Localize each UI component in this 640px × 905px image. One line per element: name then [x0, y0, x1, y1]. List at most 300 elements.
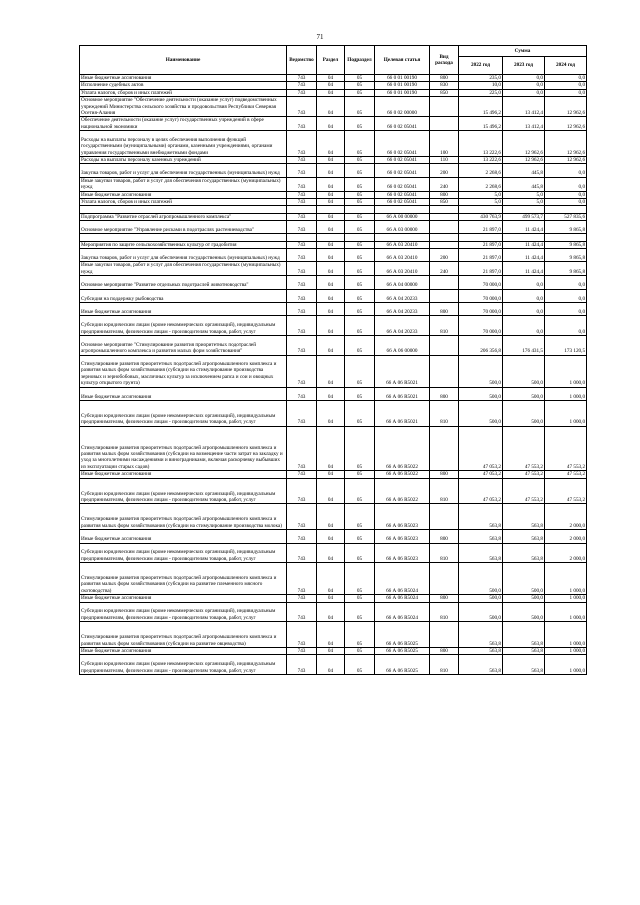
cell-name: Стимулирование развития приоритетных подотраслей агропромышленного комплекса и развития малых форм хозяйствования (субсидии на стимулирование производства зерновых и зернобобовых, масличных культур за исключением рапса и сои и овощных культур открытого грунта) [80, 355, 287, 387]
cell-2024: 1 000,0 [545, 602, 587, 622]
cell-2023: 563,8 [503, 622, 545, 648]
table-row [80, 164, 587, 177]
cell-section: 04 [317, 89, 345, 96]
cell-section: 04 [317, 602, 345, 622]
cell-section: 04 [317, 289, 345, 302]
cell-2024 [545, 206, 587, 213]
cell-2022: 70 000,0 [459, 276, 503, 289]
cell-target: 66 А 04 20233 [375, 303, 430, 316]
cell-2024: 47 553,2 [545, 471, 587, 478]
cell-2023: 0,0 [503, 303, 545, 316]
cell-section: 04 [317, 97, 345, 117]
table-row [80, 82, 587, 89]
cell-subsection: 05 [345, 241, 375, 248]
cell-subsection [345, 234, 375, 241]
cell-section: 04 [317, 655, 345, 675]
cell-ministry: 743 [287, 164, 317, 177]
cell-name: Субсидии юридическим лицам (кроме некоммерческих организаций), индивидуальным предпринимателям, физическим лицам - производителям товаров, работ, услуг [80, 401, 287, 427]
cell-subsection: 05 [345, 426, 375, 470]
cell-expense: 800 [430, 471, 459, 478]
cell-target: 66 А 06 R5024 [375, 563, 430, 595]
cell-2023: 500,0 [503, 401, 545, 427]
cell-target: 66 А 06 R5021 [375, 401, 430, 427]
table-row [80, 530, 587, 543]
cell-name: Подпрограмма "Развитие отраслей агропромышленного комплекса" [80, 213, 287, 220]
cell-subsection: 05 [345, 316, 375, 336]
cell-section: 04 [317, 221, 345, 234]
cell-2023: 5,0 [503, 191, 545, 198]
cell-subsection: 05 [345, 75, 375, 82]
cell-section: 04 [317, 117, 345, 131]
cell-ministry: 743 [287, 213, 317, 220]
cell-ministry: 743 [287, 97, 317, 117]
table-row [80, 401, 587, 427]
cell-2024: 527 835,6 [545, 213, 587, 220]
cell-2022: 47 053,2 [459, 471, 503, 478]
cell-2022: 15 496,2 [459, 97, 503, 117]
cell-ministry: 743 [287, 655, 317, 675]
cell-2022: 235,0 [459, 75, 503, 82]
cell-2022: 225,0 [459, 89, 503, 96]
cell-2023: 12 962,6 [503, 131, 545, 157]
cell-2024: 2 000,0 [545, 504, 587, 530]
cell-ministry: 743 [287, 177, 317, 191]
cell-section [317, 234, 345, 241]
cell-2023: 563,8 [503, 543, 545, 563]
cell-2023: 5,0 [503, 199, 545, 206]
cell-ministry: 743 [287, 191, 317, 198]
cell-ministry: 743 [287, 602, 317, 622]
cell-name: Основное мероприятие "Развитие отдельных подотраслей животноводства" [80, 276, 287, 289]
cell-name: Уплата налогов, сборов и иных платежей [80, 89, 287, 96]
cell-subsection: 05 [345, 164, 375, 177]
cell-subsection: 05 [345, 647, 375, 654]
cell-target: 66 А 04 00000 [375, 276, 430, 289]
cell-target: 66 А 06 R5021 [375, 387, 430, 400]
cell-2024: 12 962,6 [545, 157, 587, 164]
cell-expense [430, 234, 459, 241]
cell-name: Иные бюджетные ассигнования [80, 530, 287, 543]
cell-target: 66 А 06 R5022 [375, 426, 430, 470]
cell-ministry: 743 [287, 131, 317, 157]
cell-2022: 500,0 [459, 602, 503, 622]
cell-name: Стимулирование развития приоритетных подотраслей агропромышленного комплекса и развития малых форм хозяйствования (субсидии на развитие племенного мясного скотоводства) [80, 563, 287, 595]
cell-2024: 1 000,0 [545, 622, 587, 648]
cell-ministry: 743 [287, 89, 317, 96]
cell-2023: 563,8 [503, 655, 545, 675]
cell-name: Стимулирование развития приоритетных подотраслей агропромышленного комплекса и развития малых форм хозяйствования (субсидии на возмещение части затрат на закладку и уход за многолетними насаждениями и виноградниками, включая раскорчевку выбывших из эксплуатации старых садов) [80, 426, 287, 470]
cell-2022: 13 222,6 [459, 157, 503, 164]
cell-2024: 0,0 [545, 316, 587, 336]
table-row [80, 276, 587, 289]
cell-name: Закупка товаров, работ и услуг для обеспечения государственных (муниципальных) нужд [80, 249, 287, 262]
cell-subsection: 05 [345, 221, 375, 234]
cell-expense: 850 [430, 89, 459, 96]
cell-2022: 500,0 [459, 563, 503, 595]
cell-2022: 47 053,2 [459, 478, 503, 504]
table-row [80, 177, 587, 191]
cell-section: 04 [317, 471, 345, 478]
cell-ministry: 743 [287, 530, 317, 543]
cell-2022: 5,0 [459, 191, 503, 198]
cell-2022: 70 000,0 [459, 303, 503, 316]
cell-2023: 11 424,4 [503, 249, 545, 262]
cell-ministry: 743 [287, 303, 317, 316]
cell-ministry: 743 [287, 426, 317, 470]
cell-subsection: 05 [345, 249, 375, 262]
cell-ministry: 743 [287, 241, 317, 248]
cell-name: Расходы на выплаты персоналу казенных учреждений [80, 157, 287, 164]
cell-section: 04 [317, 622, 345, 648]
cell-2024: 0,0 [545, 303, 587, 316]
header-2024: 2024 год [545, 57, 587, 75]
cell-2023: 499 573,7 [503, 213, 545, 220]
table-row [80, 213, 587, 220]
cell-expense: 810 [430, 602, 459, 622]
cell-ministry: 743 [287, 595, 317, 602]
cell-2024: 173 120,5 [545, 336, 587, 356]
cell-subsection: 05 [345, 131, 375, 157]
cell-2022: 21 897,0 [459, 262, 503, 276]
cell-expense [430, 117, 459, 131]
cell-ministry: 743 [287, 563, 317, 595]
cell-subsection: 05 [345, 336, 375, 356]
cell-section: 04 [317, 303, 345, 316]
table-row [80, 336, 587, 356]
cell-ministry: 743 [287, 336, 317, 356]
cell-section: 04 [317, 401, 345, 427]
cell-expense [430, 206, 459, 213]
cell-ministry: 743 [287, 276, 317, 289]
cell-expense [430, 563, 459, 595]
cell-target: 66 А 06 R5022 [375, 478, 430, 504]
cell-section: 04 [317, 262, 345, 276]
cell-ministry: 743 [287, 355, 317, 387]
cell-expense: 200 [430, 249, 459, 262]
cell-section: 04 [317, 157, 345, 164]
cell-ministry: 743 [287, 157, 317, 164]
cell-target: 66 0 01 00190 [375, 75, 430, 82]
cell-target: 66 0 02 05041 [375, 157, 430, 164]
cell-2022: 21 897,0 [459, 249, 503, 262]
cell-expense: 240 [430, 177, 459, 191]
cell-2023: 47 553,2 [503, 478, 545, 504]
cell-expense: 850 [430, 199, 459, 206]
cell-target: 66 А 06 R5024 [375, 602, 430, 622]
cell-subsection: 05 [345, 543, 375, 563]
cell-target: 66 0 02 00000 [375, 97, 430, 117]
table-row [80, 543, 587, 563]
cell-target [375, 206, 430, 213]
header-expense: Вид расхода [430, 46, 459, 75]
cell-2022: 15 496,2 [459, 117, 503, 131]
cell-2022: 70 000,0 [459, 289, 503, 302]
table-row [80, 157, 587, 164]
header-ministry: Ведомство [287, 46, 317, 75]
cell-2023: 563,8 [503, 530, 545, 543]
cell-2024: 0,0 [545, 89, 587, 96]
cell-2024: 12 962,6 [545, 131, 587, 157]
table-row [80, 355, 587, 387]
cell-name: Закупка товаров, работ и услуг для обеспечения государственных (муниципальных) нужд [80, 164, 287, 177]
cell-target: 66 А 04 20233 [375, 289, 430, 302]
cell-2024: 1 000,0 [545, 355, 587, 387]
cell-section: 04 [317, 543, 345, 563]
header-section: Раздел [317, 46, 345, 75]
cell-2022: 2 268,6 [459, 164, 503, 177]
cell-ministry: 743 [287, 82, 317, 89]
cell-target: 66 А 06 R5025 [375, 655, 430, 675]
cell-2024: 1 000,0 [545, 563, 587, 595]
table-row [80, 75, 587, 82]
cell-2024: 47 553,2 [545, 478, 587, 504]
cell-section: 04 [317, 530, 345, 543]
cell-section: 04 [317, 191, 345, 198]
cell-section: 04 [317, 276, 345, 289]
cell-section: 04 [317, 164, 345, 177]
cell-target: 66 А 06 R5021 [375, 355, 430, 387]
cell-subsection: 05 [345, 602, 375, 622]
cell-section: 04 [317, 316, 345, 336]
cell-section: 04 [317, 387, 345, 400]
cell-section: 04 [317, 241, 345, 248]
cell-target: 66 А 03 20410 [375, 249, 430, 262]
cell-name: Стимулирование развития приоритетных подотраслей агропромышленного комплекса и развития малых форм хозяйствования (субсидии на развитие овцеводства) [80, 622, 287, 648]
cell-2024: 0,0 [545, 177, 587, 191]
header-target: Целевая статья [375, 46, 430, 75]
cell-ministry: 743 [287, 249, 317, 262]
cell-2024: 2 000,0 [545, 530, 587, 543]
table-row [80, 199, 587, 206]
cell-target: 66 А 03 20410 [375, 241, 430, 248]
cell-section: 04 [317, 249, 345, 262]
cell-2023: 0,0 [503, 89, 545, 96]
cell-2023: 500,0 [503, 355, 545, 387]
cell-2024: 0,0 [545, 289, 587, 302]
cell-expense: 800 [430, 530, 459, 543]
cell-2022: 21 897,0 [459, 241, 503, 248]
page-number: 71 [316, 33, 324, 41]
cell-name: Иные бюджетные ассигнования [80, 303, 287, 316]
cell-section: 04 [317, 199, 345, 206]
cell-target: 66 0 02 05041 [375, 177, 430, 191]
cell-name: Иные закупки товаров, работ и услуг для обеспечения государственных (муниципальных) нужд [80, 177, 287, 191]
table-row [80, 426, 587, 470]
cell-expense [430, 426, 459, 470]
cell-2022: 70 000,0 [459, 316, 503, 336]
cell-2023: 0,0 [503, 289, 545, 302]
cell-name: Иные бюджетные ассигнования [80, 75, 287, 82]
cell-2022: 500,0 [459, 355, 503, 387]
cell-ministry: 743 [287, 221, 317, 234]
cell-ministry: 743 [287, 543, 317, 563]
cell-target: 66 А 06 R5025 [375, 647, 430, 654]
cell-subsection: 05 [345, 117, 375, 131]
cell-expense: 800 [430, 191, 459, 198]
cell-target: 66 А 03 00000 [375, 221, 430, 234]
cell-section: 04 [317, 82, 345, 89]
cell-2023 [503, 206, 545, 213]
table-row [80, 191, 587, 198]
table-row [80, 241, 587, 248]
cell-2022: 500,0 [459, 387, 503, 400]
cell-target: 66 0 02 05041 [375, 199, 430, 206]
cell-2022: 2 268,6 [459, 177, 503, 191]
table-row [80, 595, 587, 602]
cell-name: Иные бюджетные ассигнования [80, 471, 287, 478]
cell-2024: 1 000,0 [545, 595, 587, 602]
header-subsection: Подраздел [345, 46, 375, 75]
cell-2023: 47 553,2 [503, 426, 545, 470]
cell-2023: 11 424,4 [503, 241, 545, 248]
cell-expense: 810 [430, 316, 459, 336]
cell-name: Исполнение судебных актов [80, 82, 287, 89]
cell-name: Иные закупки товаров, работ и услуг для обеспечения государственных (муниципальных) нужд [80, 262, 287, 276]
cell-2023: 445,8 [503, 177, 545, 191]
cell-subsection: 05 [345, 471, 375, 478]
cell-2024: 1 000,0 [545, 655, 587, 675]
cell-2024: 1 000,0 [545, 647, 587, 654]
cell-2022: 13 222,6 [459, 131, 503, 157]
cell-target: 66 А 06 00000 [375, 336, 430, 356]
cell-expense: 100 [430, 131, 459, 157]
cell-subsection: 05 [345, 199, 375, 206]
cell-expense [430, 336, 459, 356]
cell-2022: 563,8 [459, 530, 503, 543]
cell-expense: 810 [430, 543, 459, 563]
table-row [80, 221, 587, 234]
cell-2022 [459, 206, 503, 213]
cell-section: 04 [317, 595, 345, 602]
cell-subsection: 05 [345, 387, 375, 400]
cell-expense: 800 [430, 303, 459, 316]
cell-section: 04 [317, 504, 345, 530]
cell-subsection: 05 [345, 276, 375, 289]
cell-2022: 563,8 [459, 543, 503, 563]
cell-target: 66 0 01 00190 [375, 82, 430, 89]
cell-name: Иные бюджетные ассигнования [80, 647, 287, 654]
cell-subsection: 05 [345, 355, 375, 387]
cell-target: 66 0 02 05041 [375, 131, 430, 157]
cell-2023: 47 553,2 [503, 471, 545, 478]
cell-2023: 500,0 [503, 595, 545, 602]
cell-name: Стимулирование развития приоритетных подотраслей агропромышленного комплекса и развития малых форм хозяйствования (субсидии на стимулирование производства молока) [80, 504, 287, 530]
cell-expense: 800 [430, 75, 459, 82]
cell-name: Иные бюджетные ассигнования [80, 387, 287, 400]
cell-name [80, 206, 287, 213]
cell-2022: 47 053,2 [459, 426, 503, 470]
table-row [80, 387, 587, 400]
table-row [80, 602, 587, 622]
cell-2024: 9 865,8 [545, 221, 587, 234]
cell-target: 66 А 06 R5023 [375, 530, 430, 543]
cell-ministry [287, 206, 317, 213]
table-row [80, 303, 587, 316]
cell-subsection: 05 [345, 97, 375, 117]
cell-target: 66 А 06 R5022 [375, 471, 430, 478]
cell-section: 04 [317, 336, 345, 356]
cell-ministry: 743 [287, 262, 317, 276]
cell-ministry: 743 [287, 504, 317, 530]
cell-name: Субсидии юридическим лицам (кроме некоммерческих организаций), индивидуальным предпринимателям, физическим лицам - производителям товаров, работ, услуг [80, 543, 287, 563]
cell-name: Уплата налогов, сборов и иных платежей [80, 199, 287, 206]
cell-2022: 500,0 [459, 595, 503, 602]
header-sum: Сумма [459, 46, 587, 57]
cell-subsection: 05 [345, 401, 375, 427]
cell-name: Субсидии юридическим лицам (кроме некоммерческих организаций), индивидуальным предпринимателям, физическим лицам - производителям товаров, работ, услуг [80, 602, 287, 622]
cell-name: Субсидии юридическим лицам (кроме некоммерческих организаций), индивидуальным предпринимателям, физическим лицам - производителям товаров, работ, услуг [80, 655, 287, 675]
table-row [80, 97, 587, 117]
cell-expense [430, 276, 459, 289]
cell-2023: 176 431,5 [503, 336, 545, 356]
table-row [80, 117, 587, 131]
cell-2024: 0,0 [545, 191, 587, 198]
cell-expense [430, 221, 459, 234]
cell-2024: 12 962,6 [545, 117, 587, 131]
cell-2023 [503, 234, 545, 241]
cell-2024: 12 962,6 [545, 97, 587, 117]
cell-ministry: 743 [287, 75, 317, 82]
cell-name: Мероприятия по защите сельскохозяйственных культур от градобития [80, 241, 287, 248]
cell-2023: 13 412,4 [503, 97, 545, 117]
cell-2024: 0,0 [545, 82, 587, 89]
cell-name: Субсидии юридическим лицам (кроме некоммерческих организаций), индивидуальным предпринимателям, физическим лицам - производителям товаров, работ, услуг [80, 478, 287, 504]
cell-name: Субсидия на поддержку рыбоводства [80, 289, 287, 302]
cell-expense [430, 241, 459, 248]
cell-section: 04 [317, 563, 345, 595]
cell-2024: 9 865,8 [545, 241, 587, 248]
cell-subsection: 05 [345, 157, 375, 164]
cell-subsection: 05 [345, 89, 375, 96]
cell-name: Обеспечение деятельности (оказание услуг) государственных учреждений в сфере национальной экономики [80, 117, 287, 131]
cell-2023: 11 424,4 [503, 221, 545, 234]
table-row [80, 647, 587, 654]
cell-subsection [345, 206, 375, 213]
cell-ministry: 743 [287, 478, 317, 504]
cell-ministry: 743 [287, 647, 317, 654]
table-row [80, 316, 587, 336]
cell-2023: 0,0 [503, 276, 545, 289]
cell-2022: 21 897,0 [459, 221, 503, 234]
cell-2024: 0,0 [545, 276, 587, 289]
cell-2024: 9 865,8 [545, 262, 587, 276]
cell-expense [430, 289, 459, 302]
table-row [80, 655, 587, 675]
table-row [80, 289, 587, 302]
cell-ministry: 743 [287, 199, 317, 206]
cell-expense: 800 [430, 387, 459, 400]
cell-target: 66 0 02 05041 [375, 191, 430, 198]
table-row [80, 249, 587, 262]
cell-target: 66 А 06 R5023 [375, 543, 430, 563]
cell-expense: 200 [430, 164, 459, 177]
cell-expense: 830 [430, 82, 459, 89]
cell-2024 [545, 234, 587, 241]
header-2023: 2023 год [503, 57, 545, 75]
cell-ministry: 743 [287, 471, 317, 478]
cell-expense [430, 504, 459, 530]
header-name: Наименование [80, 46, 287, 75]
budget-table [79, 45, 587, 675]
cell-name: Расходы на выплаты персоналу в целях обеспечения выполнения функций государственными (муниципальными) органами, казенными учреждениями, органами управления государственными внебюджетными фондами [80, 131, 287, 157]
cell-2022: 563,8 [459, 655, 503, 675]
cell-name [80, 234, 287, 241]
cell-name: Иные бюджетные ассигнования [80, 595, 287, 602]
cell-target: 66 А 06 R5024 [375, 595, 430, 602]
cell-2024: 1 000,0 [545, 401, 587, 427]
table-row [80, 131, 587, 157]
cell-2022: 10,0 [459, 82, 503, 89]
